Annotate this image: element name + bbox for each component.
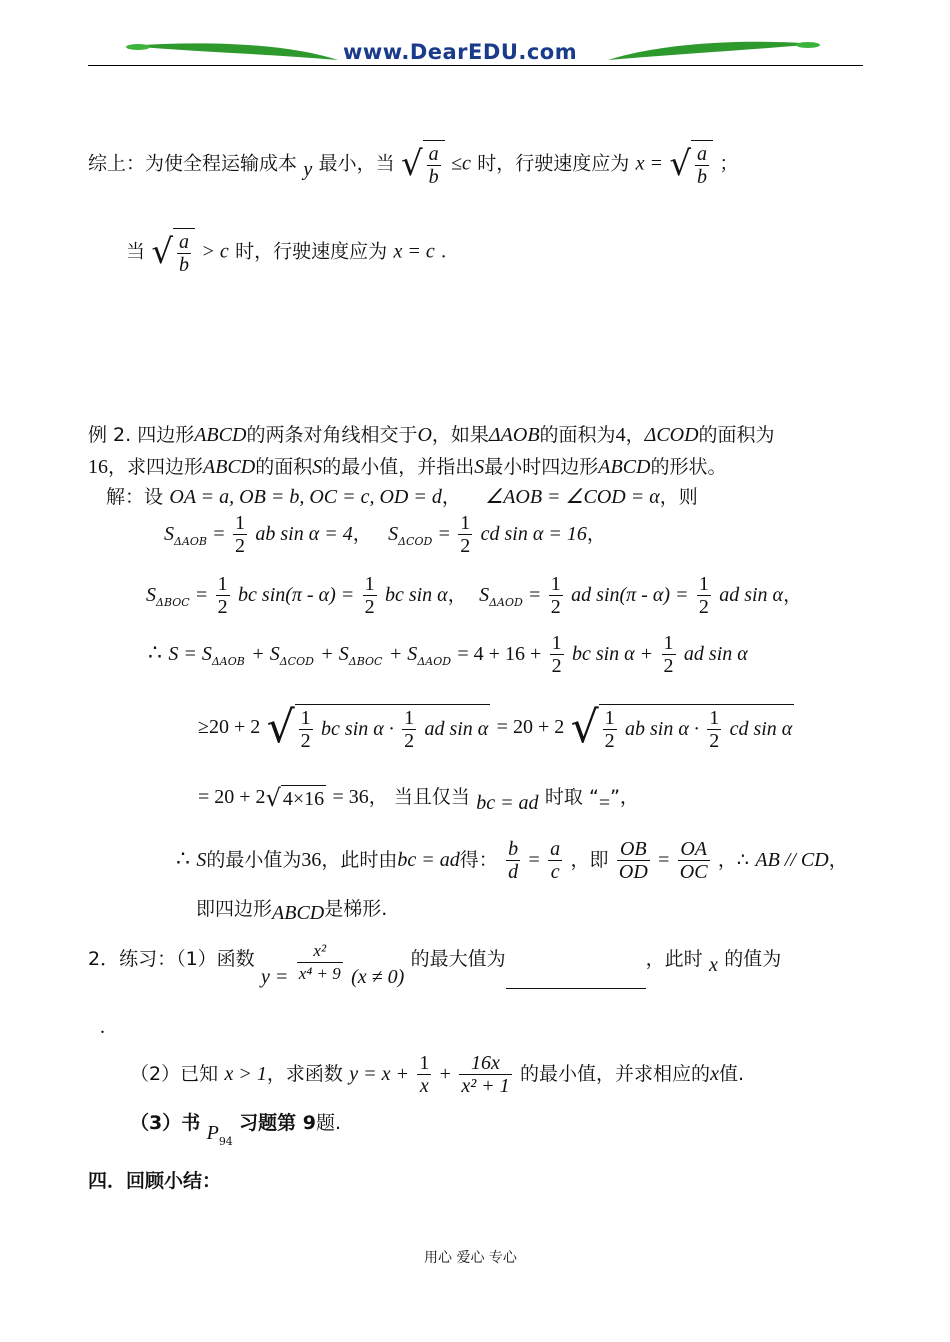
math-expr: = 4 + 16 + (457, 643, 542, 665)
sub: ΔAOB (211, 655, 245, 668)
math-expr: S = S (168, 643, 212, 665)
math-angle: ∠AOB = ∠COD = α (485, 486, 660, 508)
text: ， (586, 523, 606, 545)
practice-q2 (130, 1052, 744, 1097)
text: ，即 (570, 849, 609, 871)
frac-den: OD (618, 861, 648, 883)
math-s: S (474, 456, 485, 478)
frac-den: x² + 1 (461, 1075, 510, 1097)
therefore-symbol: ∴ (148, 640, 162, 665)
eq: = (438, 523, 450, 545)
text: 例 2. 四边形 (88, 424, 195, 446)
math-cond: ≤c (451, 152, 471, 175)
sqrt-product-1: √ $\frac{1}{2}$ bc sin α · $\frac{1}{2}$ ad sin α (266, 702, 489, 753)
frac-num: 1 (550, 573, 561, 595)
math-expr: ad sin(π - α) = (571, 584, 689, 606)
frac-den: 2 (604, 729, 615, 752)
frac-num: a (179, 231, 190, 253)
math-s: S (312, 456, 323, 478)
frac-num: 1 (364, 573, 375, 595)
math-expr: y = (261, 966, 289, 988)
text: ， (447, 584, 467, 606)
frac-num: x² (313, 941, 327, 960)
frac-den: 2 (460, 535, 471, 557)
practice-q3 (130, 1108, 341, 1148)
text: ； (719, 152, 739, 175)
num: 16 (88, 456, 108, 478)
text: 当 (126, 240, 146, 263)
math-expr: AB // CD (755, 849, 829, 871)
math-p: P (206, 1122, 219, 1144)
solution-setup (106, 482, 698, 509)
text: 的最小值，并求相应的 (520, 1063, 711, 1085)
math-expr: y = x + (349, 1063, 409, 1085)
math-expr: ≥20 + 2 (198, 716, 261, 738)
text: 题. (316, 1112, 342, 1134)
frac-num: 1 (604, 706, 615, 729)
frac-num: OB (619, 838, 647, 860)
sub: ΔBOC (348, 655, 383, 668)
text: （2）已知 (130, 1063, 219, 1085)
math-expr: = 36 (332, 786, 369, 808)
text: 的值为 (724, 948, 782, 970)
practice-q1-dot: . (100, 1016, 105, 1038)
math-abcd: ABCD (203, 456, 256, 478)
sub: ΔAOD (417, 655, 452, 668)
text: 的面积为 (698, 424, 775, 446)
num: 4 (615, 424, 626, 446)
frac-num: 1 (419, 1052, 430, 1074)
text: 的最大值为 (410, 948, 506, 970)
text: ，此时由 (321, 849, 398, 871)
math-expr: OA = a, OB = b, OC = c, OD = d (169, 486, 442, 508)
frac-num: 1 (709, 706, 720, 729)
solution-area-1 (164, 512, 606, 557)
text: 的最小值为 (206, 849, 302, 871)
frac-num: 1 (217, 573, 228, 595)
num: 36 (301, 849, 322, 871)
math-x: x (709, 954, 718, 976)
math-expr: bc sin α + (571, 643, 654, 665)
math-expr: x = c (393, 240, 435, 263)
header-divider (88, 65, 863, 66)
math-x-eq: x = (635, 152, 663, 175)
text: 的最小值，并指出 (322, 456, 475, 478)
text: ， (625, 424, 645, 446)
math-s: S (164, 523, 174, 545)
math-expr: ad sin α (424, 717, 489, 740)
text: 最小，当 (318, 152, 395, 175)
text: 时，行驶速度应为 (477, 152, 630, 175)
frac-num: 1 (698, 573, 709, 595)
math-s: S (479, 584, 490, 606)
text: ， (441, 486, 461, 508)
math-expr: = 20 + 2 (198, 786, 266, 808)
text: ， 当且仅当 (368, 786, 470, 808)
text: . (441, 240, 447, 263)
math-o: O (417, 424, 432, 446)
summary-line-1 (88, 140, 738, 188)
frac-den: x (417, 1074, 431, 1097)
frac-num: 1 (404, 706, 415, 729)
eq: = (213, 523, 225, 545)
math-y: y (303, 158, 313, 181)
page-footer: 用心 爱心 专心 (424, 1250, 517, 1266)
math-expr: ab sin α · (625, 717, 699, 740)
summary-line-2 (126, 228, 446, 276)
frac-den: 2 (404, 729, 415, 752)
frac-num: 1 (300, 706, 311, 729)
math-s: S (146, 584, 156, 606)
text: （3）书 (130, 1112, 201, 1134)
eq: = (196, 584, 208, 606)
sqrt-a-over-b: √ $\frac{a}{b}$ (401, 140, 445, 188)
math-aob: ΔAOB (488, 424, 540, 446)
radicand: 4×16 (281, 785, 326, 811)
solution-equals-36 (198, 782, 639, 815)
frac-num: 1 (663, 632, 674, 654)
math-cond: x > 1 (224, 1063, 267, 1085)
text: 得： (459, 849, 498, 871)
plus: + (439, 1063, 451, 1085)
text: 的形状。 (650, 456, 727, 478)
frac-den: 2 (550, 596, 561, 618)
text: ，如果 (431, 424, 489, 446)
frac-den: d (508, 861, 519, 883)
sub: ΔAOD (489, 596, 523, 609)
math-expr: + S (388, 643, 418, 665)
frac-den: OC (679, 861, 708, 883)
sub: 94 (218, 1135, 233, 1148)
math-expr: + S (320, 643, 349, 665)
frac-den: b (697, 166, 708, 188)
text: ，此时 (645, 948, 703, 970)
frac-num: OA (680, 838, 707, 860)
solution-sum (148, 632, 748, 677)
frac-den: 2 (551, 655, 562, 677)
text: 最小时四边形 (484, 456, 599, 478)
sqrt-a-over-b: √ $\frac{a}{b}$ (669, 140, 713, 188)
solution-final (196, 894, 387, 925)
text: 是梯形. (324, 898, 388, 920)
text: 解：设 (106, 486, 164, 508)
frac-den: b (179, 254, 190, 276)
frac-num: a (697, 143, 708, 165)
frac-den: 2 (300, 729, 311, 752)
frac-num: a (550, 838, 561, 860)
sqrt-product-2: √ $\frac{1}{2}$ ab sin α · $\frac{1}{2}$ cd sin α (570, 702, 793, 753)
math-cond: (x ≠ 0) (351, 966, 405, 988)
answer-blank[interactable] (506, 968, 646, 989)
text: 即四边形 (196, 898, 273, 920)
sub: ΔBOC (156, 596, 190, 609)
eq: = (658, 849, 670, 871)
math-s: S (196, 849, 207, 871)
sub: ΔCOD (279, 655, 314, 668)
site-logo-text: www.DearEDU.com (343, 40, 578, 64)
frac-num: 1 (235, 512, 245, 534)
math-expr: ab sin α = 4 (255, 523, 353, 545)
text: ，则 (659, 486, 698, 508)
frac-den: 2 (663, 655, 674, 677)
text: 时取 “ (544, 786, 599, 808)
frac-num: 1 (551, 632, 562, 654)
math-x: x (710, 1063, 719, 1085)
text: 2．练习：（1）函数 (88, 948, 255, 970)
text: 时，行驶速度应为 (235, 240, 388, 263)
math-expr: + S (251, 643, 280, 665)
frac-num: b (508, 838, 519, 860)
math-expr: bc sin α · (321, 717, 394, 740)
frac-den: 2 (364, 596, 375, 618)
example-title-line-1 (88, 420, 775, 447)
sub: ΔAOB (174, 535, 207, 548)
text: ”， (610, 786, 639, 808)
text: ， (828, 849, 848, 871)
sqrt-4x16: √ 4×16 (265, 783, 325, 812)
frac-den: 2 (217, 596, 228, 618)
solution-area-2 (146, 573, 802, 618)
math-cod: ΔCOD (644, 424, 699, 446)
math-expr: bc sin(π - α) = (238, 584, 355, 606)
text: ，求函数 (266, 1063, 343, 1085)
solution-inequality (198, 702, 794, 753)
math-expr: cd sin α (729, 717, 793, 740)
eq: = (529, 584, 541, 606)
frac-num: a (428, 143, 439, 165)
math-expr: bc sin α (384, 584, 448, 606)
frac-den: 2 (698, 596, 709, 618)
practice-q1 (88, 940, 781, 989)
frac-den: x⁴ + 9 (298, 964, 341, 983)
frac-den: 2 (235, 535, 245, 557)
text: ， (783, 584, 803, 606)
math-abcd: ABCD (194, 424, 247, 446)
sub: ΔCOD (398, 535, 433, 548)
math-cond: bc = ad (397, 849, 460, 871)
math-s: S (388, 523, 399, 545)
eq: = (528, 849, 540, 871)
eq: = (598, 792, 611, 814)
frac-den: b (428, 166, 439, 188)
math-expr: ad sin α (683, 643, 748, 665)
text: ，求四边形 (108, 456, 204, 478)
math-abcd: ABCD (598, 456, 651, 478)
frac-num: 16x (471, 1052, 500, 1074)
example-title-line-2 (88, 452, 727, 479)
text: 的面积 (255, 456, 313, 478)
math-abcd: ABCD (272, 902, 325, 924)
text: 的两条对角线相交于 (246, 424, 418, 446)
math-cond: bc = ad (476, 792, 539, 814)
frac-den: 2 (709, 729, 720, 752)
text: 综上：为使全程运输成本 (88, 152, 298, 175)
text: 习题第 9 (239, 1112, 317, 1134)
text: 的面积为 (539, 424, 616, 446)
math-expr: = 20 + 2 (496, 716, 565, 738)
math-cond: > c (201, 240, 229, 263)
text: 值. (718, 1063, 744, 1085)
section-4-heading: 四．回顾小结： (88, 1170, 222, 1192)
therefore-symbol: ∴ (176, 846, 190, 871)
text: ，∴ (717, 849, 750, 871)
math-expr: ad sin α (719, 584, 784, 606)
math-expr: cd sin α = 16 (480, 523, 587, 545)
frac-den: c (548, 860, 562, 883)
text: ， (352, 523, 372, 545)
frac-num: 1 (460, 512, 471, 534)
sqrt-a-over-b: √ $\frac{a}{b}$ (151, 228, 195, 276)
solution-conclusion (176, 838, 848, 883)
